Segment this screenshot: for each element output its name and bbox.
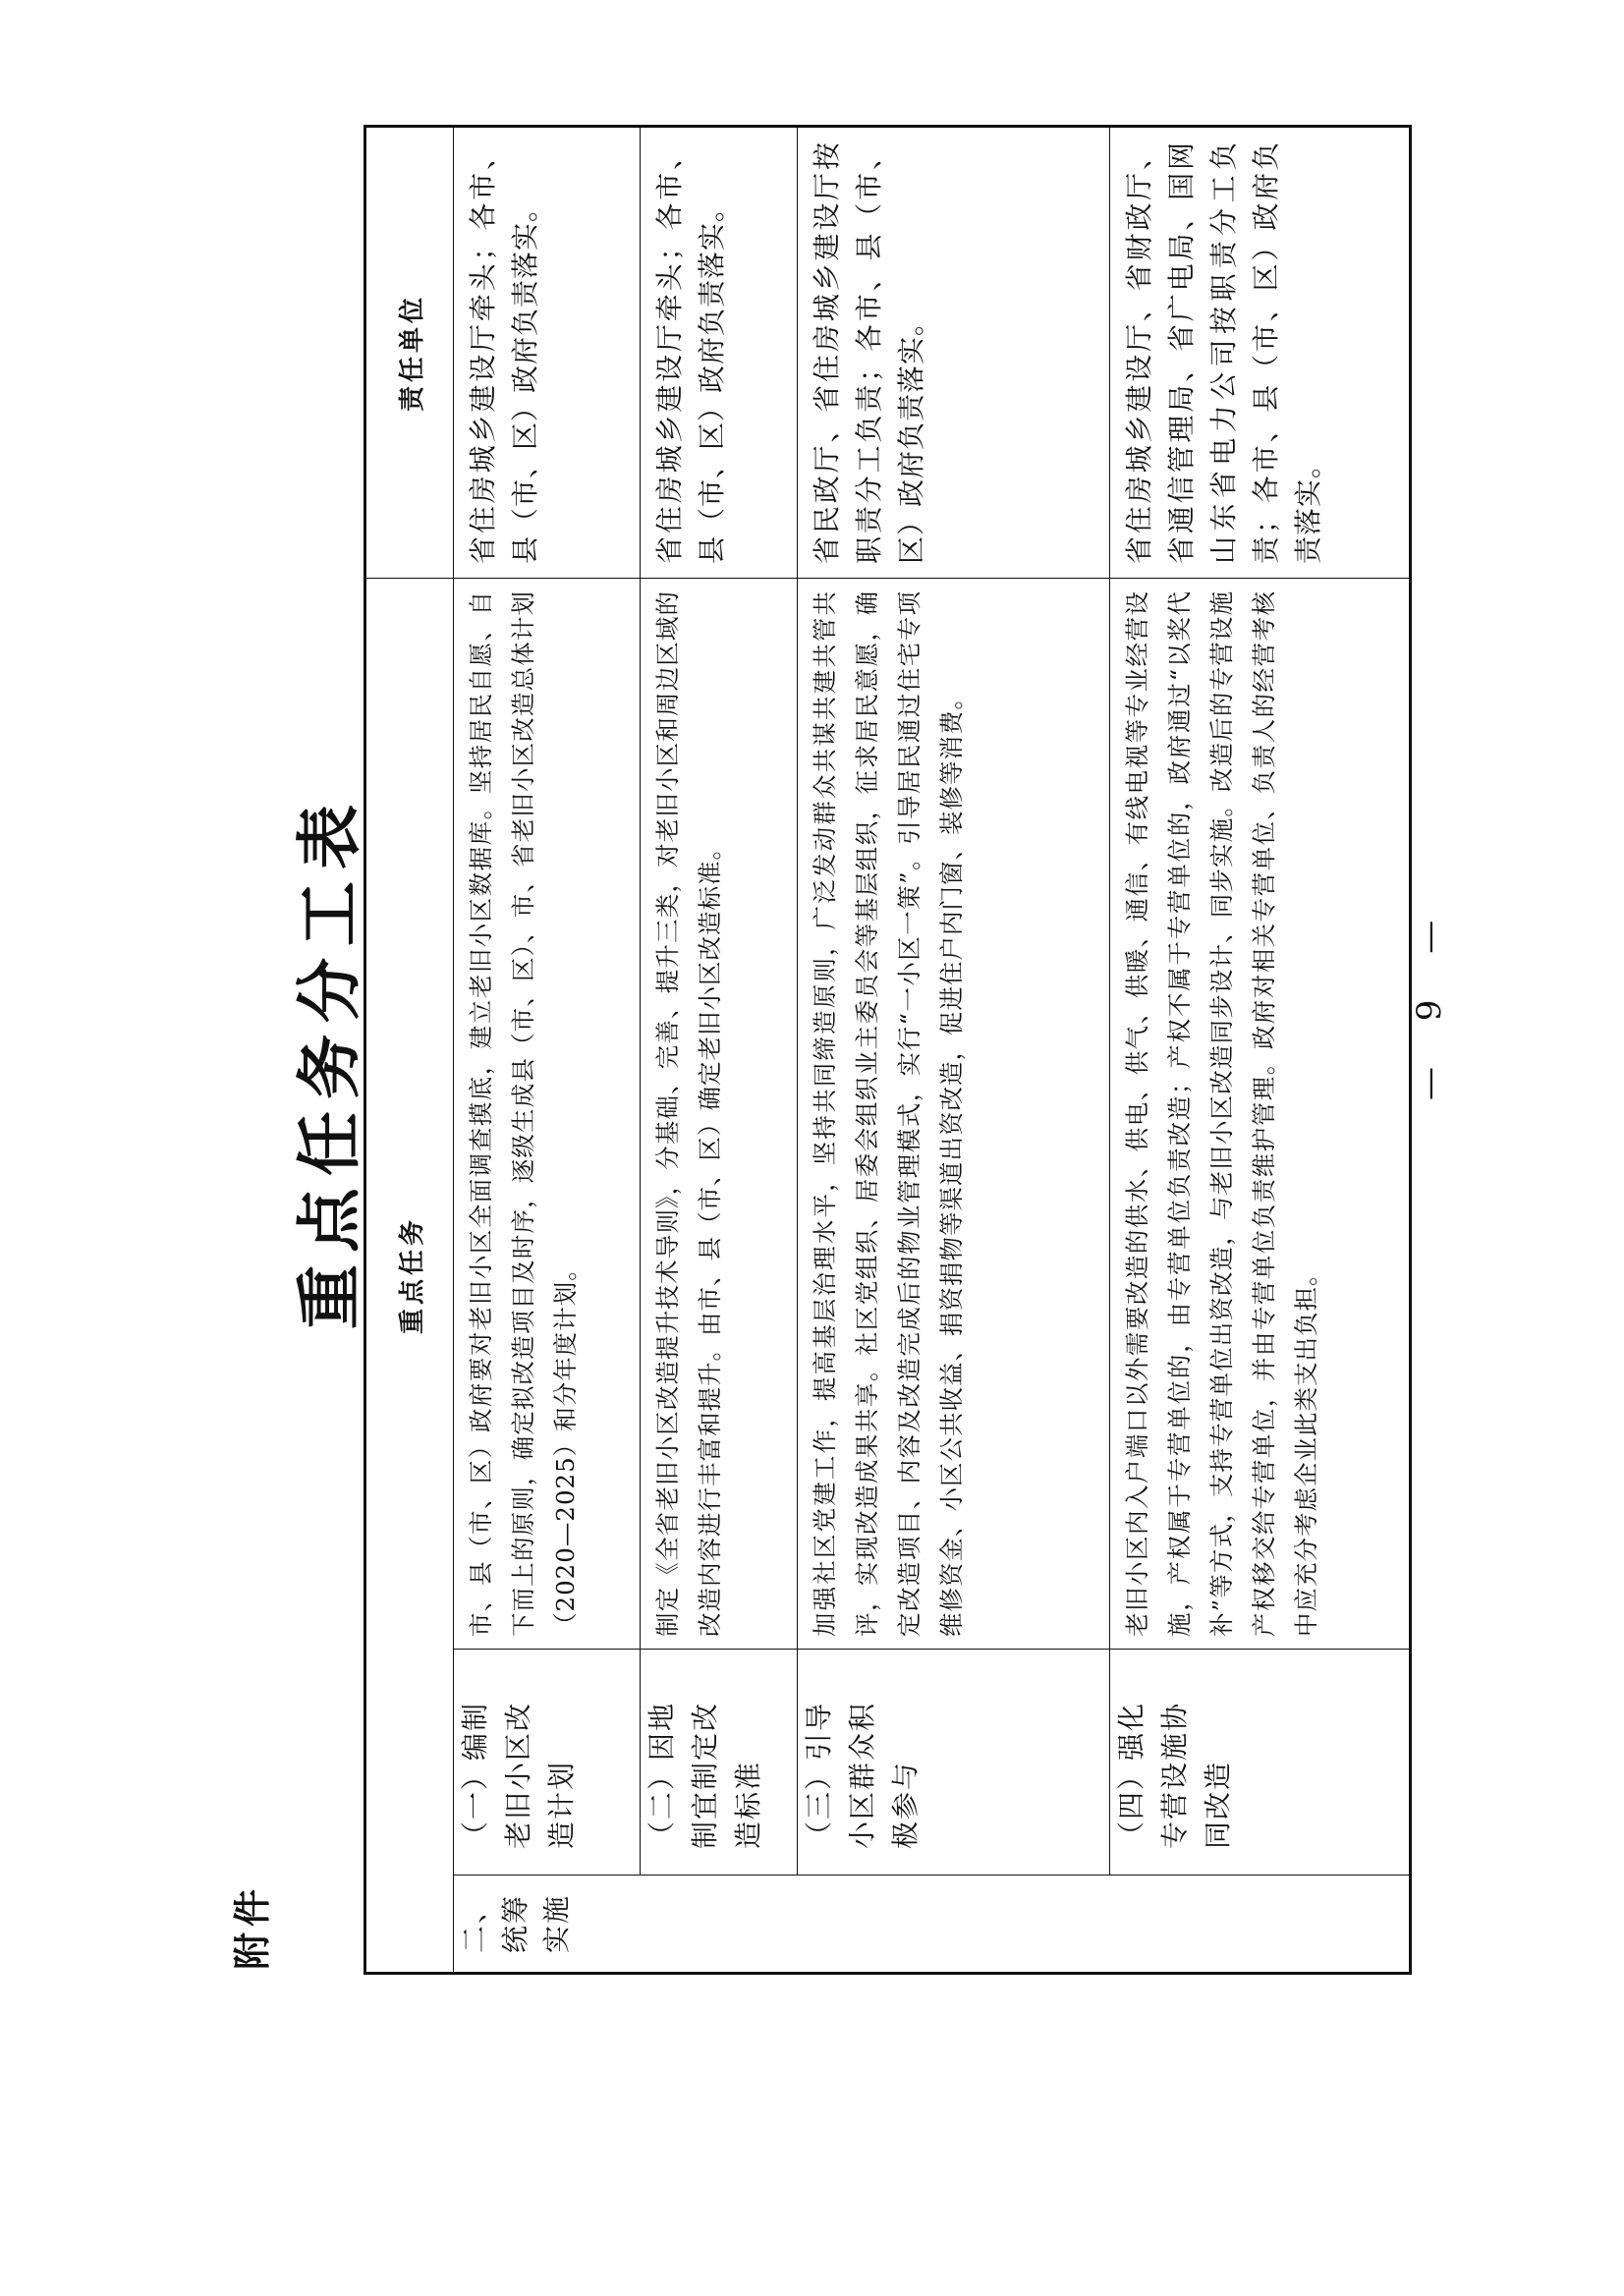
subtask-cell: （二）因地制宜制定改造标准 (641, 1650, 798, 1876)
description-cell: 老旧小区内入户端口以外需要改造的供水、供电、供气、供暖、通信、有线电视等专业经营设施，产权属于专营单位的，由专营单位负责改造；产权不属于专营单位的，政府通过“以奖代补”等方式，支持专营单位出资改造，与老旧小区改造同步设计、同步实施。改造后的专营设施产权移交给专营单位，并由专营单位负责维护管理。政府对相关专营单位、负责人的经营考核中应充分考虑企业此类支出负担。 (1110, 578, 1411, 1649)
table-row (798, 126, 1110, 1973)
column-header-unit: 责任单位 (365, 126, 454, 578)
attachment-label: 附件 (231, 1882, 274, 1970)
column-header-task: 重点任务 (365, 578, 454, 1973)
subtask-cell: （四）强化专营设施协同改造 (1110, 1650, 1411, 1876)
unit-cell: 省住房城乡建设厅牵头；各市、县（市、区）政府负责落实。 (454, 126, 641, 578)
table-row (1110, 126, 1411, 1973)
table-row (641, 126, 798, 1973)
description-cell: 市、县（市、区）政府要对老旧小区全面调查摸底，建立老旧小区数据库。坚持居民自愿、自下而上的原则，确定拟改造项目及时序，逐级生成县（市、区）、市、省老旧小区改造总体计划（2020—2025）和分年度计划。 (454, 578, 641, 1649)
page-title: 重点任务分工表 (291, 793, 367, 1329)
rotated-content (216, 0, 1552, 2122)
unit-cell: 省住房城乡建设厅、省财政厅、省通信管理局、省广电局、国网山东省电力公司按职责分工负责；各市、县（市、区）政府负责落实。 (1110, 126, 1411, 578)
table-header-row (365, 126, 454, 1973)
page-number: — 9 — (1410, 902, 1449, 1100)
description-cell: 制定《全省老旧小区改造提升技术导则》，分基础、完善、提升三类，对老旧小区和周边区域的改造内容进行丰富和提升。由市、县（市、区）确定老旧小区改造标准。 (641, 578, 798, 1649)
task-table (364, 125, 1412, 1975)
subtask-cell: （一）编制老旧小区改造计划 (454, 1650, 641, 1876)
subtask-cell: （三）引导小区群众积极参与 (798, 1650, 1110, 1876)
unit-cell: 省民政厅、省住房城乡建设厅按职责分工负责；各市、县（市、区）政府负责落实。 (798, 126, 1110, 578)
group-label: 二、统筹实施 (454, 1876, 1411, 1974)
unit-cell: 省住房城乡建设厅牵头；各市、县（市、区）政府负责落实。 (641, 126, 798, 578)
table-row (454, 126, 641, 1973)
description-cell: 加强社区党建工作，提高基层治理水平，坚持共同缔造原则，广泛发动群众共谋共建共管共评，实现改造成果共享。社区党组织、居委会组织业主委员会等基层组织，征求居民意愿，确定改造项目、内容及改造完成后的物业管理模式，实行“一小区一策”。引导居民通过住宅专项维修资金、小区公共收益、捐资捐物等渠道出资改造，促进住户内门窗、装修等消费。 (798, 578, 1110, 1649)
